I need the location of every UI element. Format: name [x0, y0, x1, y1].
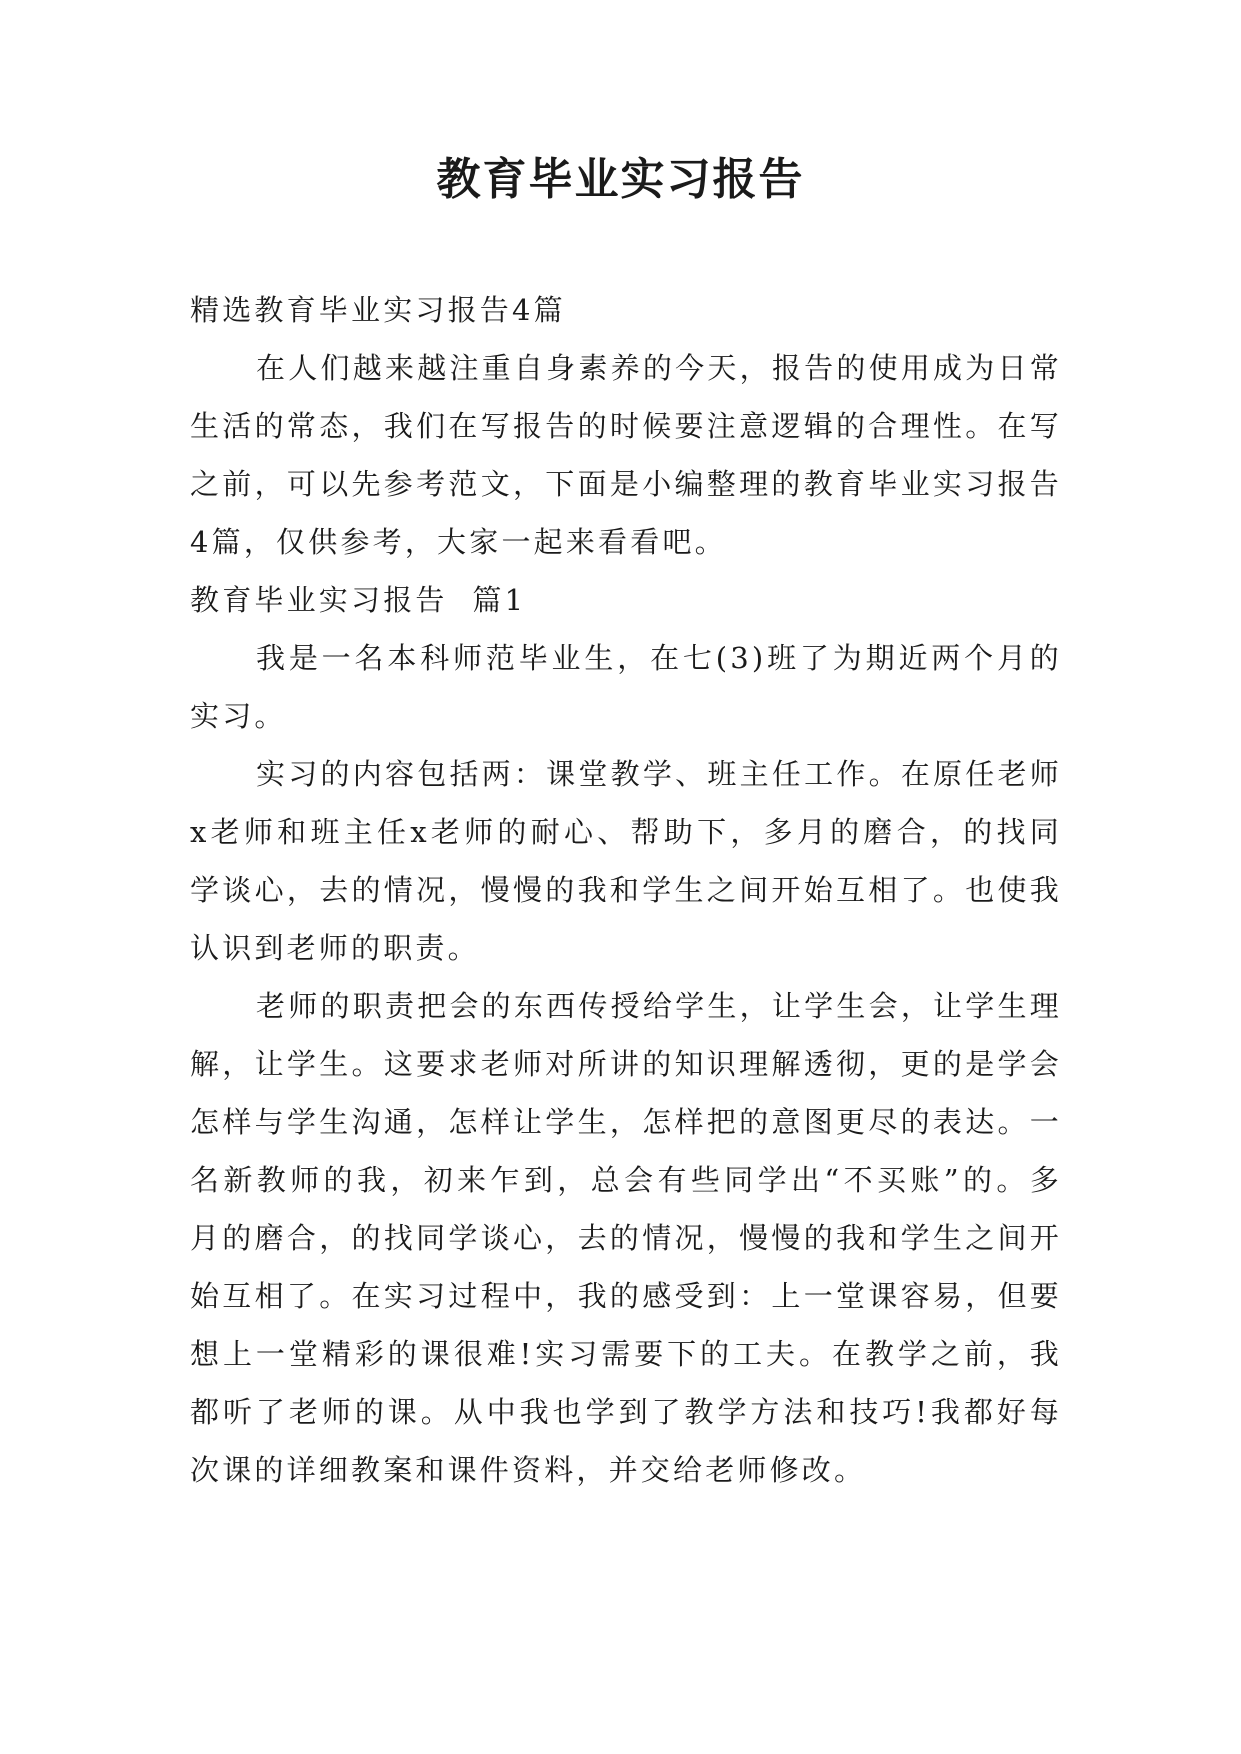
body-paragraph: 实习的内容包括两：课堂教学、班主任工作。在原任老师x老师和班主任x老师的耐心、帮助下，多月的磨合，的找同学谈心，去的情况，慢慢的我和学生之间开始互相了。也使我认识到老师的职责。	[190, 757, 1062, 965]
intro-paragraph: 在人们越来越注重自身素养的今天，报告的使用成为日常生活的常态，我们在写报告的时候要注意逻辑的合理性。在写之前，可以先参考范文，下面是小编整理的教育毕业实习报告4篇，仅供参考，大家一起来看看吧。	[190, 351, 1062, 559]
subtitle-line: 精选教育毕业实习报告4篇	[190, 293, 566, 327]
body-paragraph: 老师的职责把会的东西传授给学生，让学生会，让学生理解，让学生。这要求老师对所讲的知识理解透彻，更的是学会怎样与学生沟通，怎样让学生，怎样把的意图更尽的表达。一名新教师的我，初来乍到，总会有些同学出“不买账”的。多月的磨合，的找同学谈心，去的情况，慢慢的我和学生之间开始互相了。在实习过程中，我的感受到：上一堂课容易，但要想上一堂精彩的课很难!实习需要下的工夫。在教学之前，我都听了老师的课。从中我也学到了教学方法和技巧!我都好每次课的详细教案和课件资料，并交给老师修改。	[190, 989, 1062, 1487]
document-title: 教育毕业实习报告	[436, 154, 805, 205]
body-paragraph: 我是一名本科师范毕业生，在七(3)班了为期近两个月的实习。	[190, 641, 1062, 733]
document-body	[190, 281, 1062, 1499]
section-heading: 教育毕业实习报告 篇1	[190, 583, 527, 617]
